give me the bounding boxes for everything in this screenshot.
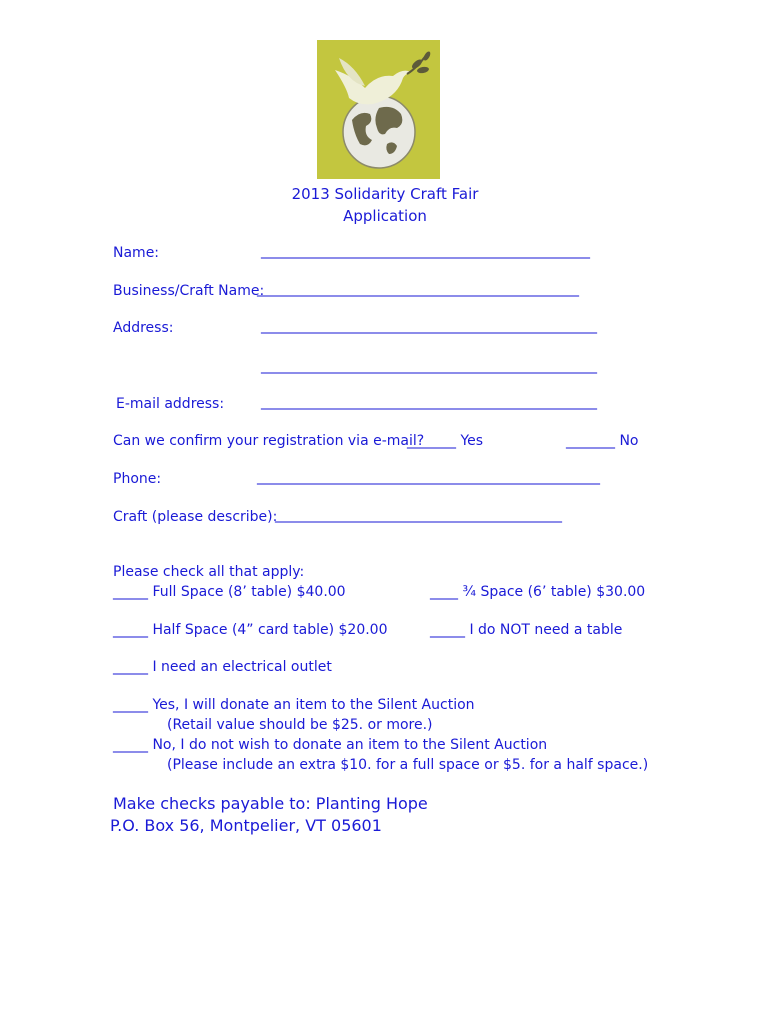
option-half-space[interactable]: _____ Half Space (4” card table) $20.00 bbox=[113, 622, 388, 638]
title-line-1: 2013 Solidarity Craft Fair bbox=[291, 185, 479, 203]
option-donate-no[interactable]: _____ No, I do not wish to donate an item to the Silent Auction bbox=[113, 737, 548, 753]
name-field[interactable]: _______________________________________________ bbox=[261, 243, 590, 259]
confirm-no-option[interactable]: _______ No bbox=[566, 433, 639, 449]
payment-line-2: P.O. Box 56, Montpelier, VT 05601 bbox=[110, 816, 382, 835]
business-field[interactable]: ______________________________________________ bbox=[257, 281, 579, 297]
confirm-question: Can we confirm your registration via e-mail? bbox=[113, 433, 425, 449]
email-field[interactable]: ________________________________________________ bbox=[261, 394, 597, 410]
email-label: E-mail address: bbox=[116, 396, 225, 412]
business-label: Business/Craft Name: bbox=[113, 283, 265, 299]
option-donate-yes[interactable]: _____ Yes, I will donate an item to the Silent Auction bbox=[113, 697, 475, 713]
confirm-yes-option[interactable]: _______ Yes bbox=[407, 433, 484, 449]
option-electrical[interactable]: _____ I need an electrical outlet bbox=[113, 659, 332, 675]
payment-line-1: Make checks payable to: Planting Hope bbox=[113, 794, 428, 813]
checklist-heading: Please check all that apply: bbox=[113, 564, 305, 580]
donate-yes-note: (Retail value should be $25. or more.) bbox=[167, 717, 433, 733]
dove-globe-logo bbox=[317, 40, 440, 179]
craft-field[interactable]: _________________________________________ bbox=[275, 507, 562, 523]
name-label: Name: bbox=[113, 245, 160, 261]
address-field-2[interactable]: ________________________________________________ bbox=[261, 358, 597, 374]
craft-label: Craft (please describe): bbox=[113, 509, 278, 525]
option-no-table[interactable]: _____ I do NOT need a table bbox=[430, 622, 623, 638]
option-three-quarter-space[interactable]: ____ ¾ Space (6’ table) $30.00 bbox=[430, 584, 646, 600]
phone-field[interactable]: _________________________________________________ bbox=[257, 469, 600, 485]
donate-no-note: (Please include an extra $10. for a full space or $5. for a half space.) bbox=[167, 757, 649, 773]
dove-globe-icon bbox=[317, 40, 440, 179]
address-label: Address: bbox=[113, 320, 174, 336]
address-field-1[interactable]: ________________________________________________ bbox=[261, 318, 597, 334]
title-line-2: Application bbox=[343, 207, 427, 225]
option-full-space[interactable]: _____ Full Space (8’ table) $40.00 bbox=[113, 584, 346, 600]
phone-label: Phone: bbox=[113, 471, 162, 487]
